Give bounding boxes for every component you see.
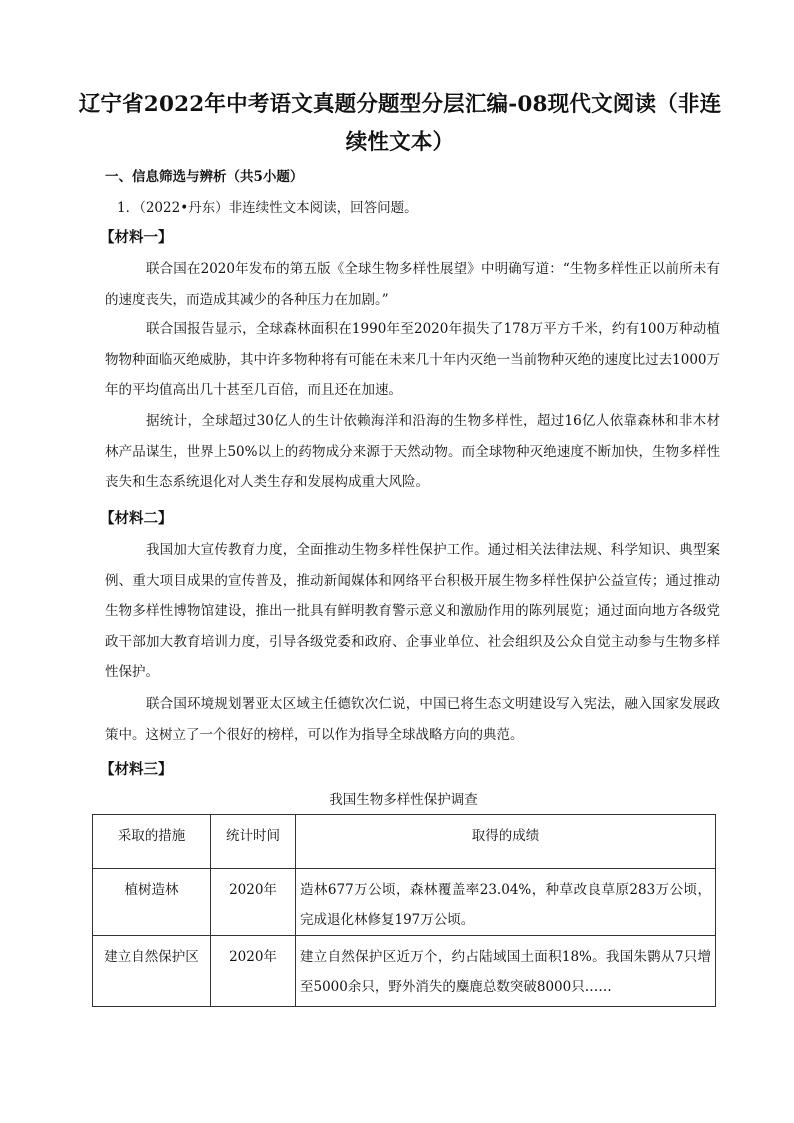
table-cell-time-text: 2020年 [229, 949, 277, 965]
question-stem: 1．（2022•丹东）非连续性文本阅读，回答问题。 [117, 200, 418, 216]
table-row [93, 869, 716, 936]
table-cell-result: 造林677万公顷，森林覆盖率23.04%，种草改良草原283万公顷，完成退化林修复197万公顷。 [296, 869, 716, 936]
material-two-label: 【材料二】 [100, 510, 173, 527]
table-cell-measure [93, 936, 211, 1007]
table-cell-time [211, 936, 296, 1007]
section-heading: 一、信息筛选与辨析（共5小题） [105, 169, 304, 185]
table-header-time: 统计时间 [211, 815, 296, 869]
table-header-row [93, 815, 716, 869]
table-cell-result: 建立自然保护区近万个，约占陆域国土面积18%。我国朱鹮从7只增至5000余只，野外消失的麋鹿总数突破8000只…… [296, 936, 716, 1007]
table-header-result: 取得的成绩 [296, 815, 716, 869]
survey-table [92, 814, 716, 1007]
material-three-label: 【材料三】 [100, 761, 173, 778]
material-one-label: 【材料一】 [100, 229, 173, 246]
table-cell-measure-text: 植树造林 [124, 882, 179, 898]
table-cell-measure-text: 建立自然保护区 [104, 949, 199, 965]
table-cell-time-text: 2020年 [229, 882, 277, 898]
table-header-measure: 采取的措施 [93, 815, 211, 869]
material-one-paragraph-1: 联合国在2020年发布的第五版《全球生物多样性展望》中明确写道：“生物多样性正以前所未有的速度丧失，而造成其减少的各种压力在加剧。” [105, 261, 720, 308]
material-two-paragraph-2: 联合国环境规划署亚太区域主任德钦次仁说，中国已将生态文明建设写入宪法，融入国家发展政策中。这树立了一个很好的榜样，可以作为指导全球战略方向的典范。 [105, 696, 720, 743]
material-one-paragraph-3: 据统计，全球超过30亿人的生计依赖海洋和沿海的生物多样性，超过16亿人依靠森林和非木材林产品谋生，世界上50%以上的药物成分来源于天然动物。而全球物种灭绝速度不断加快，生物多样性丧失和生态系统退化对人类生存和发展构成重大风险。 [105, 413, 720, 490]
table-caption: 我国生物多样性保护调查 [329, 792, 478, 808]
material-two-paragraph-1: 我国加大宣传教育力度，全面推动生物多样性保护工作。通过相关法律法规、科学知识、典型案例、重大项目成果的宣传普及，推动新闻媒体和网络平台积极开展生物多样性保护公益宣传；通过推动生物多样性博物馆建设，推出一批具有鲜明教育警示意义和激励作用的陈列展览；通过面向地方各级党政干部加大教育培训力度，引导各级党委和政府、企事业单位、社会组织及公众自觉主动参与生物多样性保护。 [105, 542, 720, 680]
document-title: 辽宁省2022年中考语文真题分题型分层汇编-08现代文阅读（非连续性文本） [78, 92, 722, 155]
table-cell-measure [93, 869, 211, 936]
table-cell-time [211, 869, 296, 936]
table-row [93, 936, 716, 1007]
material-one-paragraph-2: 联合国报告显示，全球森林面积在1990年至2020年损失了178万平方千米，约有100万种动植物物种面临灭绝威胁，其中许多物种将有可能在未来几十年内灭绝一当前物种灭绝的速度比过去1000万年的平均值高出几十甚至几百倍，而且还在加速。 [105, 321, 720, 398]
